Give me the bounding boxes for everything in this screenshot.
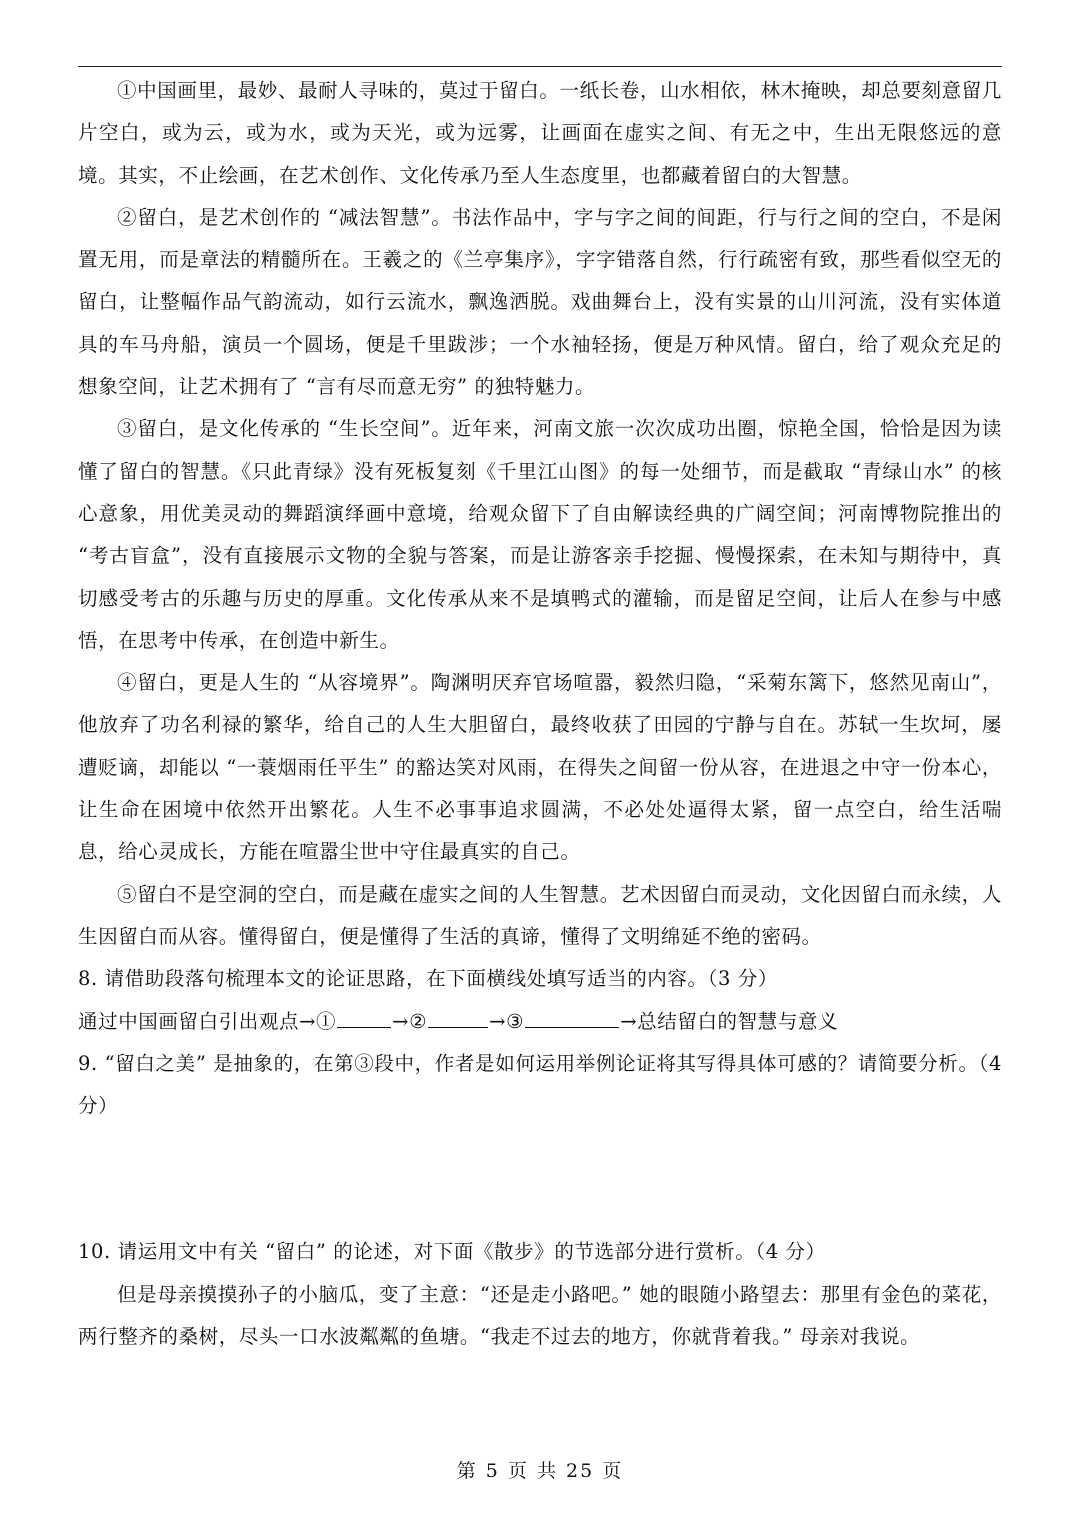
passage-paragraph-2: ②留白，是艺术创作的 “减法智慧”。书法作品中，字与字之间的间距，行与行之间的空白，不是闲置无用，而是章法的精髓所在。王羲之的《兰亭集序》，字字错落自然，行行疏密有致，那些看似空无的留白，让整幅作品气韵流动，如行云流水，飘逸洒脱。戏曲舞台上，没有实景的山川河流，没有实体道具的车马舟船，演员一个圆场，便是千里跋涉；一个水袖轻扬，便是万种风情。留白，给了观众充足的想象空间，让艺术拥有了 “言有尽而意无穷” 的独特魅力。 bbox=[78, 205, 1002, 399]
passage-paragraph-3: ③留白，是文化传承的 “生长空间”。近年来，河南文旅一次次成功出圈，惊艳全国，恰恰是因为读懂了留白的智慧。《只此青绿》没有死板复刻《千里江山图》的每一处细节，而是截取 “青绿山水” 的核心意象，用优美灵动的舞蹈演绎画中意境，给观众留下了自由解读经典的广阔空间；河南博物院推出的 “考古盲盒”，没有直接展示文物的全貌与答案，而是让游客亲手挖掘、慢慢探索，在未知与期待中，真切感受考古的乐趣与历史的厚重。文化传承从来不是填鸭式的灌输，而是留足空间，让后人在参与中感悟，在思考中传承，在创造中新生。 bbox=[78, 417, 1002, 652]
answer-blank-3[interactable] bbox=[525, 1009, 619, 1028]
answer-space-q9[interactable] bbox=[78, 1127, 1002, 1231]
flow-arrow-3: →③ bbox=[489, 1009, 525, 1033]
exam-page-content bbox=[78, 70, 1002, 1358]
question-10: 10. 请运用文中有关 “留白” 的论述，对下面《散步》的节选部分进行赏析。（4 分） bbox=[78, 1240, 826, 1264]
header-divider bbox=[78, 66, 1002, 67]
page-number: 第 5 页 共 25 页 bbox=[456, 1460, 624, 1482]
excerpt-sanbu: 但是母亲摸摸孙子的小脑瓜，变了主意：“还是走小路吧。” 她的眼随小路望去：那里有金色的菜花，两行整齐的桑树，尽头一口水波粼粼的鱼塘。“我走不过去的地方，你就背着我。” 母亲对我说。 bbox=[78, 1282, 1002, 1349]
answer-blank-2[interactable] bbox=[428, 1009, 488, 1028]
passage-paragraph-5: ⑤留白不是空洞的空白，而是藏在虚实之间的人生智慧。艺术因留白而灵动，文化因留白而永续，人生因留白而从容。懂得留白，便是懂得了生活的真谛，懂得了文明绵延不绝的密码。 bbox=[78, 882, 1002, 948]
flow-end-text: →总结留白的智慧与意义 bbox=[620, 1009, 839, 1033]
argument-flow-line bbox=[78, 1001, 1002, 1043]
passage-paragraph-1: ①中国画里，最妙、最耐人寻味的，莫过于留白。一纸长卷，山水相依，林木掩映，却总要刻意留几片空白，或为云，或为水，或为天光，或为远雾，让画面在虚实之间、有无之中，生出无限悠远的意境。其实，不止绘画，在艺术创作、文化传承乃至人生态度里，也都藏着留白的大智慧。 bbox=[78, 79, 1002, 187]
flow-arrow-2: →② bbox=[392, 1009, 428, 1033]
flow-start-text: 通过中国画留白引出观点→① bbox=[78, 1009, 337, 1033]
passage-paragraph-4: ④留白，更是人生的 “从容境界”。陶渊明厌弃官场喧嚣，毅然归隐，“采菊东篱下，悠然见南山”，他放弃了功名利禄的繁华，给自己的人生大胆留白，最终收获了田园的宁静与自在。苏轼一生坎坷，屡遭贬谪，却能以 “一蓑烟雨任平生” 的豁达笑对风雨，在得失之间留一份从容，在进退之中守一份本心，让生命在困境中依然开出繁花。人生不必事事追求圆满，不必处处逼得太紧，留一点空白，给生活喘息，给心灵成长，方能在喧嚣尘世中守住最真实的自己。 bbox=[78, 671, 1002, 864]
question-8: 8. 请借助段落句梳理本文的论证思路，在下面横线处填写适当的内容。（3 分） bbox=[78, 967, 778, 991]
answer-blank-1[interactable] bbox=[337, 1009, 391, 1028]
question-9: 9. “留白之美” 是抽象的，在第③段中，作者是如何运用举例论证将其写得具体可感的？请简要分析。（4 分） bbox=[78, 1051, 1002, 1118]
